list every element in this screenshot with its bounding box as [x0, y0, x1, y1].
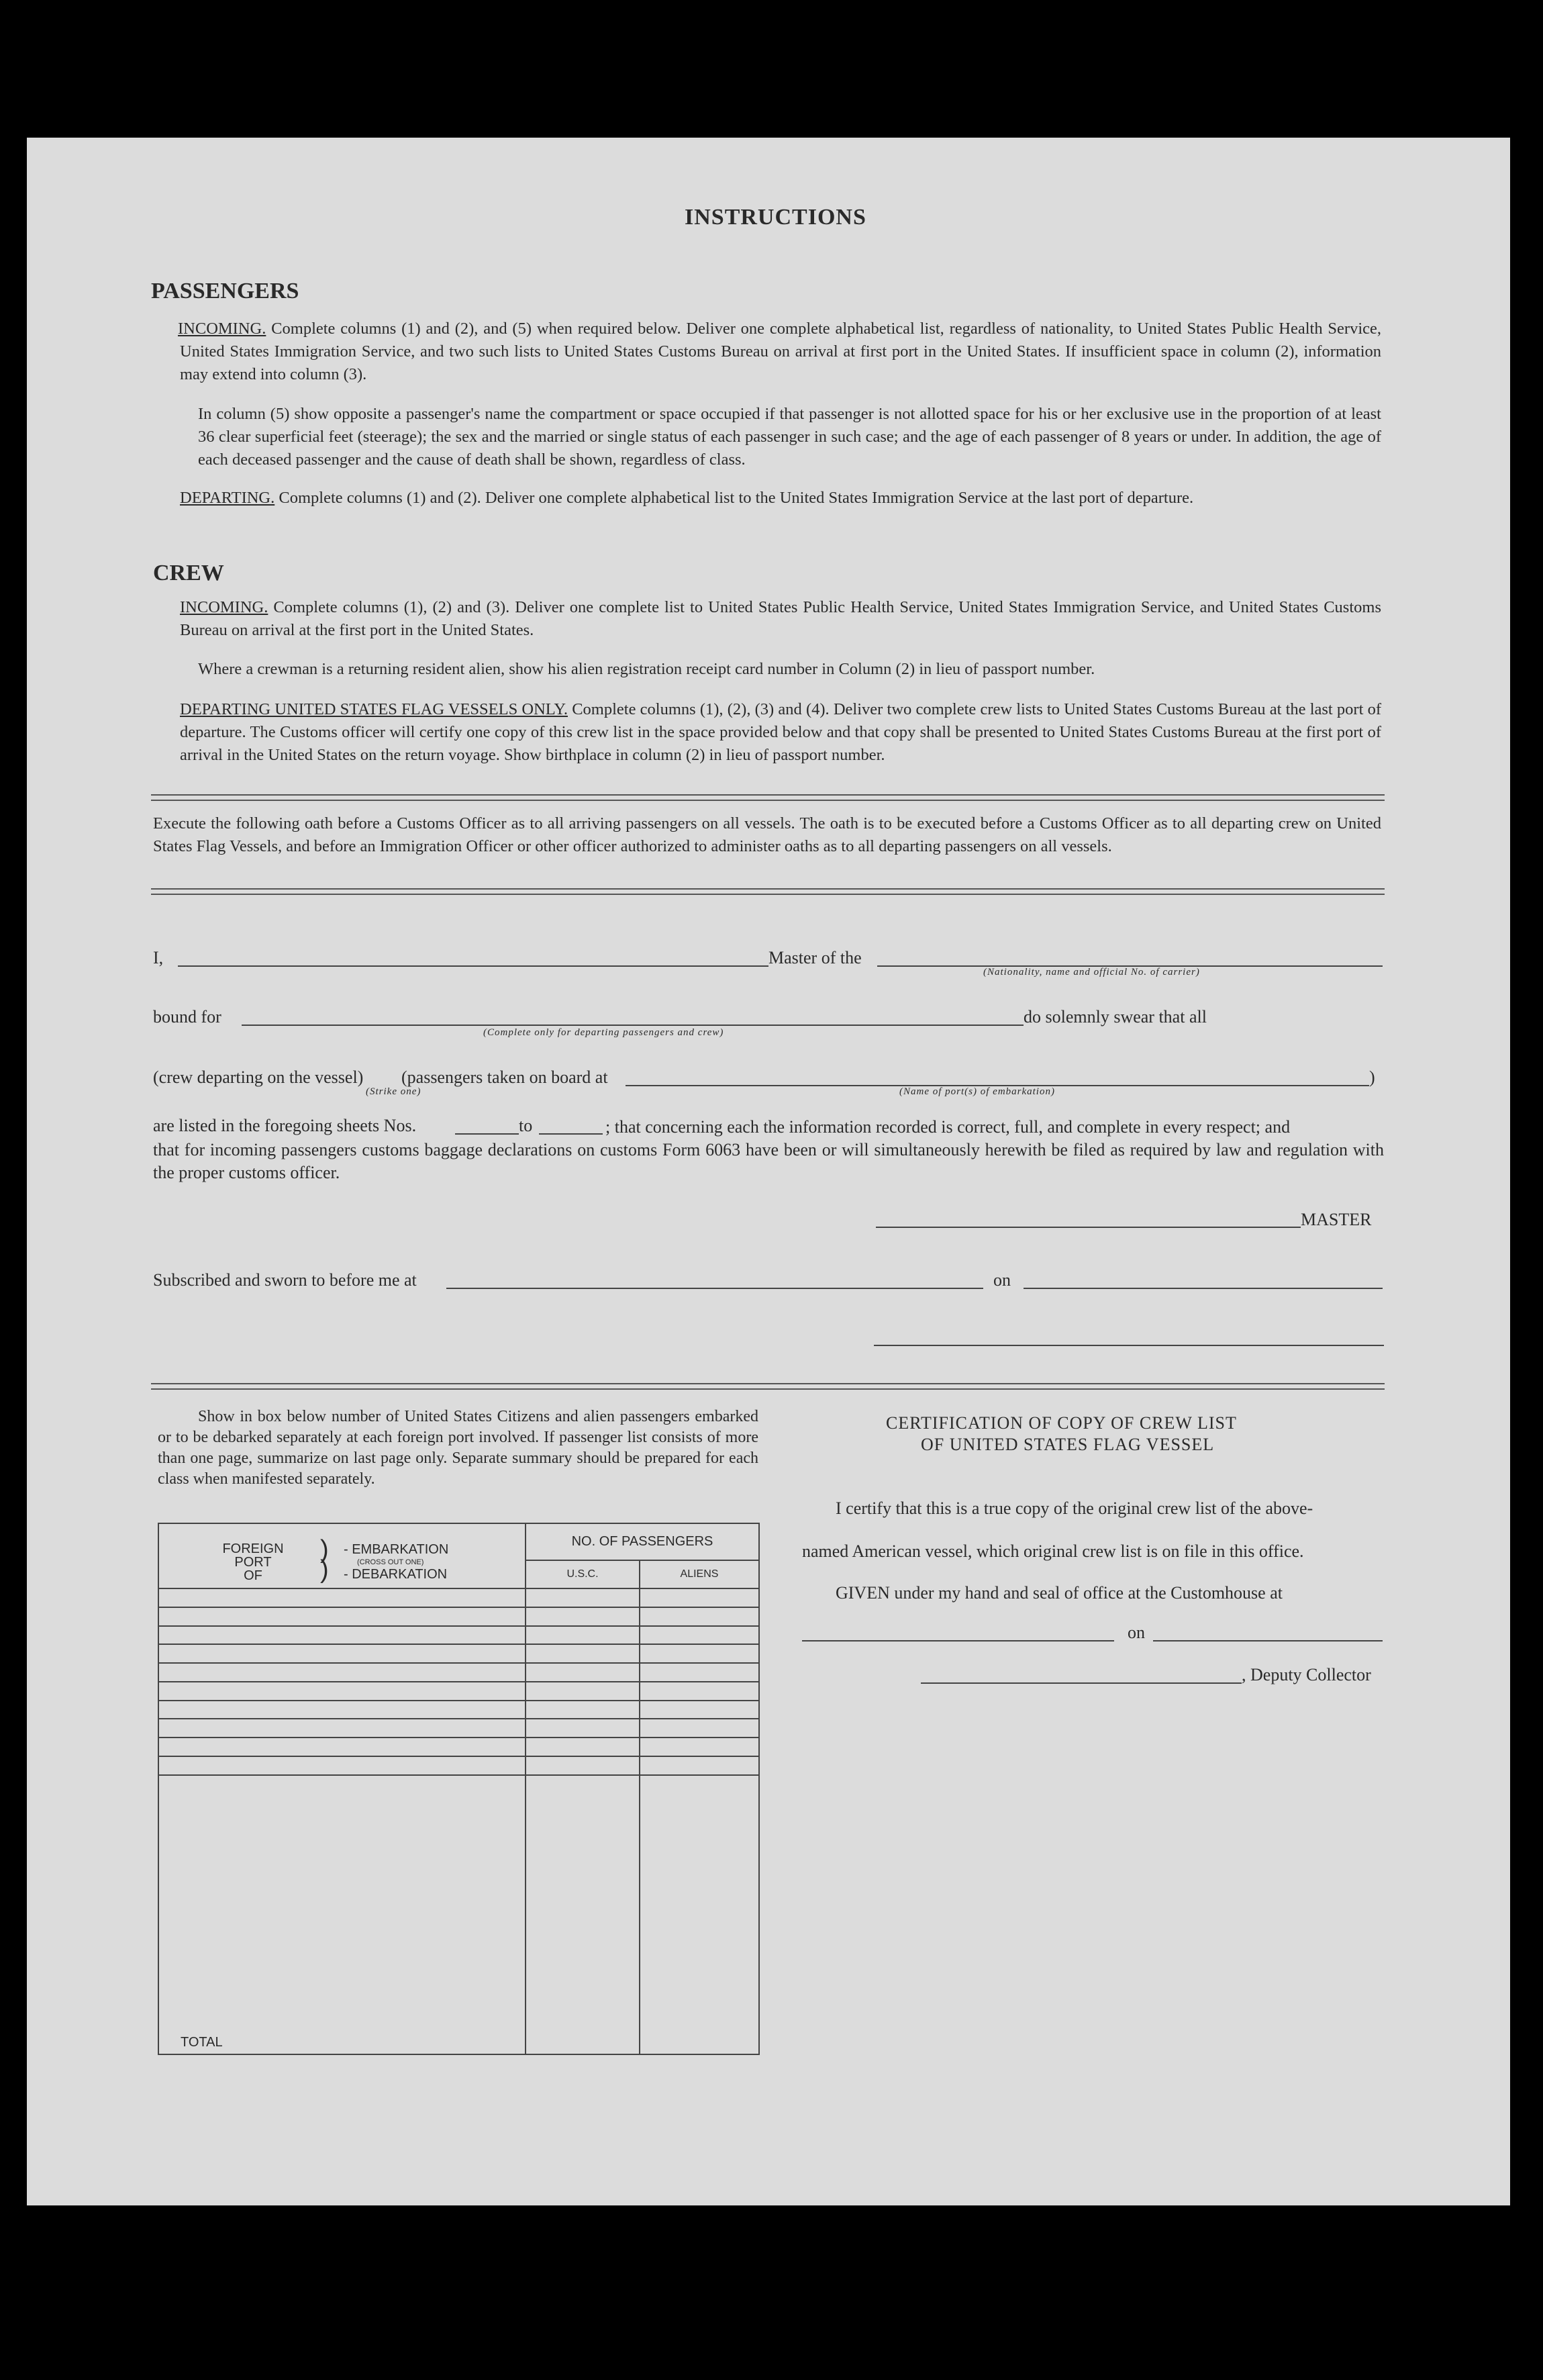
subscribed-label: Subscribed and sworn to before me at — [153, 1270, 417, 1290]
embarkation-option[interactable]: - EMBARKATION — [344, 1542, 449, 1557]
passengers-column5-paragraph: In column (5) show opposite a passenger's name the compartment or space occupied if that passenger is not allotted space for his or her exclusive use in the proportion of at least 36 clear superficial feet (steerage); the sex and the married or single status of each passenger in such case; and the age of each passenger of 8 years or under. In addition, the age of each deceased passenger and the cause of death shall be shown, regardless of class. — [198, 405, 1381, 469]
officer-signature-field[interactable] — [874, 1345, 1384, 1346]
passenger-summary-table — [158, 1523, 760, 2055]
passengers-incoming-paragraph — [180, 318, 1381, 386]
usc-cell[interactable] — [526, 1738, 640, 1756]
sheet-from-field[interactable] — [455, 1133, 519, 1135]
port-cell[interactable] — [158, 1626, 526, 1645]
section-divider — [151, 888, 1385, 895]
cross-out-note: (CROSS OUT ONE) — [357, 1558, 424, 1566]
master-of-label: Master of the — [768, 948, 862, 967]
passengers-incoming-text: Complete columns (1) and (2), and (5) when required below. Deliver one complete alphabetical list, regardless of nationality, to United States Public Health Service, United States Immigration Service, and two such lists to United States Customs Bureau on arrival at first port in the United States. If insufficient space in column (2), information may extend into column (3). — [180, 320, 1382, 383]
total-aliens-cell[interactable] — [640, 1775, 759, 2055]
port-cell[interactable] — [158, 1738, 526, 1756]
crew-incoming-label: INCOMING. — [180, 598, 268, 616]
passengers-departing-paragraph — [180, 487, 1381, 510]
aliens-cell[interactable] — [640, 1756, 759, 1775]
master-name-field[interactable] — [178, 965, 768, 967]
of-label: OF — [244, 1568, 262, 1583]
bound-caption: (Complete only for departing passengers and crew) — [483, 1027, 724, 1038]
usc-header: U.S.C. — [526, 1560, 640, 1588]
usc-cell[interactable] — [526, 1626, 640, 1645]
port-header-cell: FOREIGN PORT OF ) ) - EMBARKATION (CROSS OUT ONE) - DEBARKATION — [158, 1523, 526, 1588]
aliens-cell[interactable] — [640, 1738, 759, 1756]
aliens-cell[interactable] — [640, 1682, 759, 1701]
port-cell[interactable] — [158, 1644, 526, 1663]
port-caption: (Name of port(s) of embarkation) — [899, 1086, 1055, 1097]
table-row — [158, 1626, 759, 1645]
table-row — [158, 1644, 759, 1663]
foreign-label: FOREIGN — [222, 1541, 284, 1556]
port-cell[interactable] — [158, 1663, 526, 1682]
usc-cell[interactable] — [526, 1719, 640, 1738]
table-row — [158, 1756, 759, 1775]
summary-note: Show in box below number of United States Citizens and alien passengers embarked or to be debarked separately at each foreign port involved. If passenger list consists of more than one page, summarize on last page only. Separate summary should be prepared for each class when manifested separately. — [158, 1408, 758, 1488]
passengers-taken-option[interactable]: (passengers taken on board at — [401, 1067, 608, 1087]
port-cell[interactable] — [158, 1588, 526, 1607]
usc-cell[interactable] — [526, 1588, 640, 1607]
usc-cell[interactable] — [526, 1701, 640, 1719]
certification-heading-2: OF UNITED STATES FLAG VESSEL — [921, 1435, 1215, 1454]
total-row — [158, 1775, 759, 2055]
crew-incoming-text: Complete columns (1), (2) and (3). Deliver one complete list to United States Public Health Service, United States Immigration Service, and United States Customs Bureau on arrival at the first port in the United States. — [180, 598, 1381, 639]
passengers-departing-label: DEPARTING. — [180, 489, 275, 507]
aliens-header: ALIENS — [640, 1560, 759, 1588]
oath-intro: Execute the following oath before a Customs Officer as to all arriving passengers on all vessels. The oath is to be executed before a Customs Officer as to all departing crew on United States Flag Vessels, and before an Immigration Officer or other officer authorized to administer oaths as to all departing passengers on all vessels. — [153, 814, 1381, 855]
crew-departing-label: DEPARTING UNITED STATES FLAG VESSELS ONLY. — [180, 700, 568, 718]
aliens-cell[interactable] — [640, 1588, 759, 1607]
crew-resident-paragraph: Where a crewman is a returning resident alien, show his alien registration receipt card number in Column (2) in lieu of passport number. — [198, 660, 1095, 678]
aliens-cell[interactable] — [640, 1701, 759, 1719]
crew-departing-text: Complete columns (1), (2), (3) and (4). Deliver two complete crew lists to United States Customs Bureau at the last port of departure. The Customs officer will certify one copy of this crew list in the space provided below and that copy shall be presented to United States Customs Bureau at the first port of arrival in the United States on the return voyage. Show birthplace in column (2) in lieu of passport number. — [180, 700, 1381, 764]
port-cell[interactable] — [158, 1756, 526, 1775]
aliens-cell[interactable] — [640, 1663, 759, 1682]
aliens-cell[interactable] — [640, 1644, 759, 1663]
bound-for-label: bound for — [153, 1007, 221, 1027]
usc-cell[interactable] — [526, 1756, 640, 1775]
section-divider — [151, 794, 1385, 801]
sheets-text-start: ; that concerning each the information recorded is correct, full, and complete in every respect; and — [605, 1117, 1291, 1137]
certification-line-1: I certify that this is a true copy of the original crew list of the above- — [836, 1498, 1313, 1518]
table-row — [158, 1719, 759, 1738]
destination-field[interactable] — [242, 1025, 1024, 1026]
certification-line-2: named American vessel, which original crew list is on file in this office. — [802, 1541, 1304, 1561]
total-usc-cell[interactable] — [526, 1775, 640, 2055]
customhouse-field[interactable] — [802, 1640, 1114, 1641]
usc-cell[interactable] — [526, 1663, 640, 1682]
aliens-cell[interactable] — [640, 1607, 759, 1626]
master-signature-field[interactable] — [876, 1227, 1301, 1228]
passengers-incoming-label: INCOMING. — [178, 320, 266, 338]
sworn-on-label: on — [993, 1270, 1011, 1290]
certification-line-3: GIVEN under my hand and seal of office at the Customhouse at — [836, 1583, 1283, 1603]
master-signature-label: MASTER — [1301, 1210, 1372, 1229]
deputy-signature-field[interactable] — [921, 1682, 1242, 1684]
swear-label: do solemnly swear that all — [1024, 1007, 1207, 1027]
page-title: INSTRUCTIONS — [685, 205, 866, 230]
passengers-heading: PASSENGERS — [151, 279, 299, 303]
crew-departing-option[interactable]: (crew departing on the vessel) — [153, 1067, 364, 1087]
table-row — [158, 1663, 759, 1682]
deputy-collector-label: , Deputy Collector — [1242, 1665, 1371, 1684]
sheets-to-label: to — [519, 1116, 533, 1135]
sheet-to-field[interactable] — [539, 1133, 603, 1135]
sworn-date-field[interactable] — [1024, 1288, 1383, 1289]
sworn-place-field[interactable] — [446, 1288, 983, 1289]
no-passengers-header: NO. OF PASSENGERS — [526, 1523, 759, 1560]
section-divider — [151, 1383, 1385, 1390]
certification-on-label: on — [1128, 1623, 1145, 1642]
usc-cell[interactable] — [526, 1644, 640, 1663]
port-cell[interactable] — [158, 1701, 526, 1719]
total-label: TOTAL — [158, 1775, 526, 2055]
usc-cell[interactable] — [526, 1682, 640, 1701]
table-row — [158, 1588, 759, 1607]
passengers-departing-text: Complete columns (1) and (2). Deliver one complete alphabetical list to the United States Immigration Service at the last port of departure. — [279, 489, 1194, 507]
table-row — [158, 1607, 759, 1626]
certification-heading-1: CERTIFICATION OF COPY OF CREW LIST — [886, 1413, 1237, 1433]
crew-incoming-paragraph — [180, 596, 1381, 642]
carrier-caption: (Nationality, name and official No. of carrier) — [983, 967, 1200, 978]
sheets-label: are listed in the foregoing sheets Nos. — [153, 1116, 417, 1135]
port-cell[interactable] — [158, 1607, 526, 1626]
table-row — [158, 1738, 759, 1756]
port-cell[interactable] — [158, 1719, 526, 1738]
usc-cell[interactable] — [526, 1607, 640, 1626]
crew-departing-paragraph — [180, 698, 1381, 767]
crew-heading: CREW — [153, 561, 224, 585]
port-cell[interactable] — [158, 1682, 526, 1701]
aliens-cell[interactable] — [640, 1626, 759, 1645]
oath-i-label: I, — [153, 948, 164, 967]
strike-caption: (Strike one) — [366, 1086, 421, 1097]
certification-date-field[interactable] — [1153, 1640, 1383, 1641]
aliens-cell[interactable] — [640, 1719, 759, 1738]
debarkation-option[interactable]: - DEBARKATION — [344, 1567, 448, 1582]
sheets-text: that for incoming passengers customs baggage declarations on customs Form 6063 have been or will simultaneously herewith be filed as required by law and regulation with the proper customs officer. — [153, 1140, 1384, 1182]
close-paren: ) — [1369, 1067, 1375, 1087]
table-row — [158, 1682, 759, 1701]
port-label: PORT — [234, 1555, 272, 1570]
table-row — [158, 1701, 759, 1719]
